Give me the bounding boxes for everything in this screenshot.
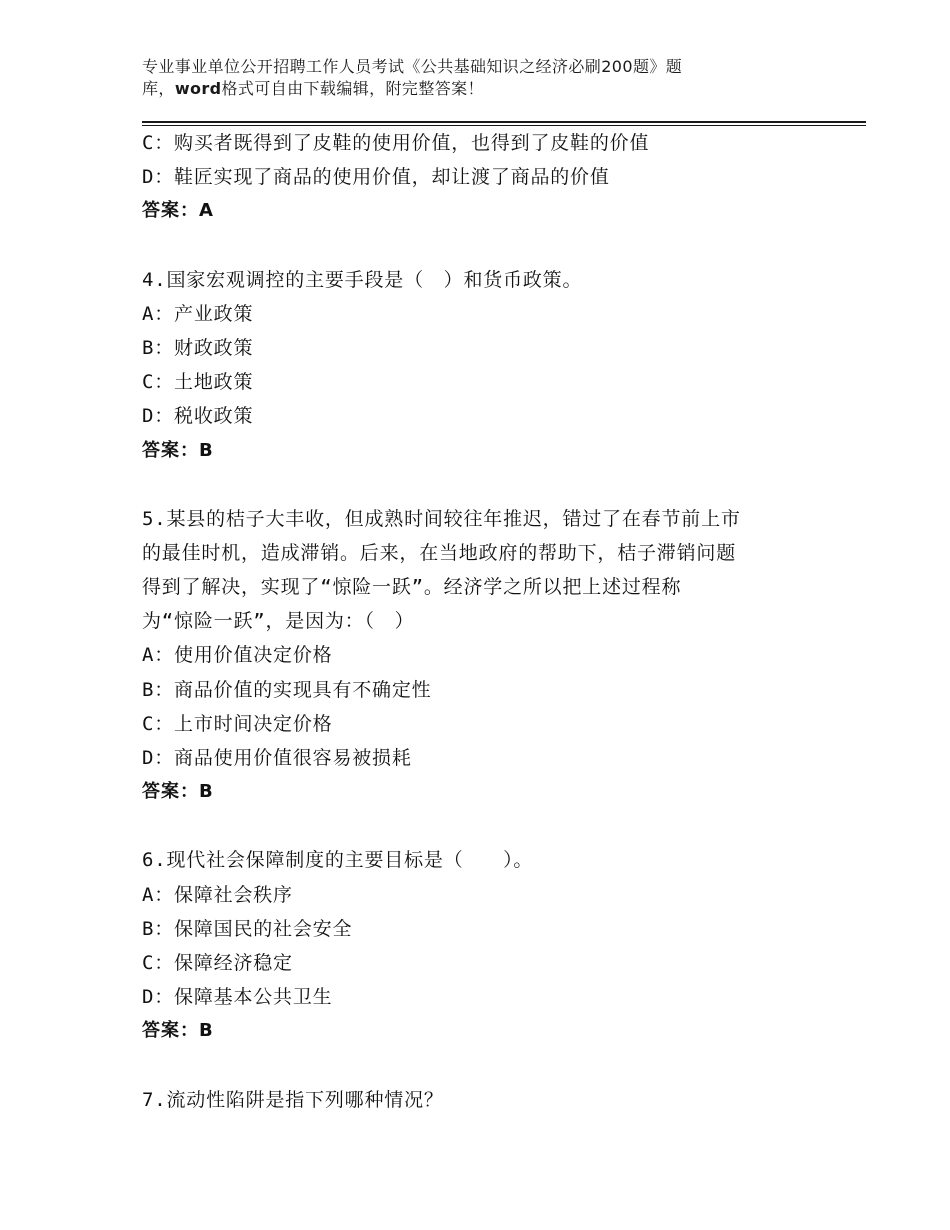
option-d: D：商品使用价值很容易被损耗 — [142, 747, 412, 769]
header-word-format: word — [174, 79, 222, 98]
question-stem-line: 为“惊险一跃”，是因为：（ ） — [142, 610, 415, 633]
question-stem-line: 得到了解决，实现了“惊险一跃”。经济学之所以把上述过程称 — [142, 576, 682, 599]
header-title-line1: 专业事业单位公开招聘工作人员考试《公共基础知识之经济必刷200题》题 — [142, 57, 683, 76]
question-stem-line: 5.某县的桔子大丰收，但成熟时间较往年推迟，错过了在春节前上市 — [142, 507, 741, 530]
question-stem: 6.现代社会保障制度的主要目标是（ ）。 — [142, 849, 534, 872]
answer-line: 答案：B — [142, 781, 214, 803]
header-line2-suffix: 格式可自由下载编辑，附完整答案！ — [221, 79, 484, 98]
answer-line: 答案：A — [142, 200, 214, 222]
option-b: B：财政政策 — [142, 336, 254, 359]
option-c: C：土地政策 — [142, 371, 254, 394]
option-d: D：保障基本公共卫生 — [142, 986, 333, 1009]
option-a: A：使用价值决定价格 — [142, 644, 333, 667]
option-a: A：保障社会秩序 — [142, 883, 293, 906]
page-header — [142, 56, 792, 100]
question-4 — [142, 263, 822, 468]
option-c: C：上市时间决定价格 — [142, 712, 333, 735]
option-c: C：购买者既得到了皮鞋的使用价值，也得到了皮鞋的价值 — [142, 132, 650, 154]
header-line2-prefix: 库， — [142, 79, 175, 98]
question-5 — [142, 502, 822, 810]
answer-line: 答案：B — [142, 439, 214, 461]
option-b: B：保障国民的社会安全 — [142, 917, 353, 940]
header-rule-thick — [142, 121, 866, 123]
option-d: D：鞋匠实现了商品的使用价值，却让渡了商品的价值 — [142, 166, 610, 189]
question-stem: 4.国家宏观调控的主要手段是（ ）和货币政策。 — [142, 268, 583, 291]
option-d: D：税收政策 — [142, 405, 254, 428]
option-b: B：商品价值的实现具有不确定性 — [142, 678, 432, 701]
question-stem-line: 的最佳时机，造成滞销。后来，在当地政府的帮助下，桔子滞销问题 — [142, 541, 737, 564]
question-3-tail — [142, 126, 822, 229]
option-a: A：产业政策 — [142, 302, 254, 325]
option-c: C：保障经济稳定 — [142, 951, 293, 974]
header-title-line2 — [142, 78, 792, 100]
question-stem: 7.流动性陷阱是指下列哪种情况？ — [142, 1088, 444, 1111]
question-6 — [142, 843, 822, 1048]
document-body — [142, 126, 822, 1117]
question-7 — [142, 1083, 822, 1117]
answer-line: 答案：B — [142, 1020, 214, 1042]
